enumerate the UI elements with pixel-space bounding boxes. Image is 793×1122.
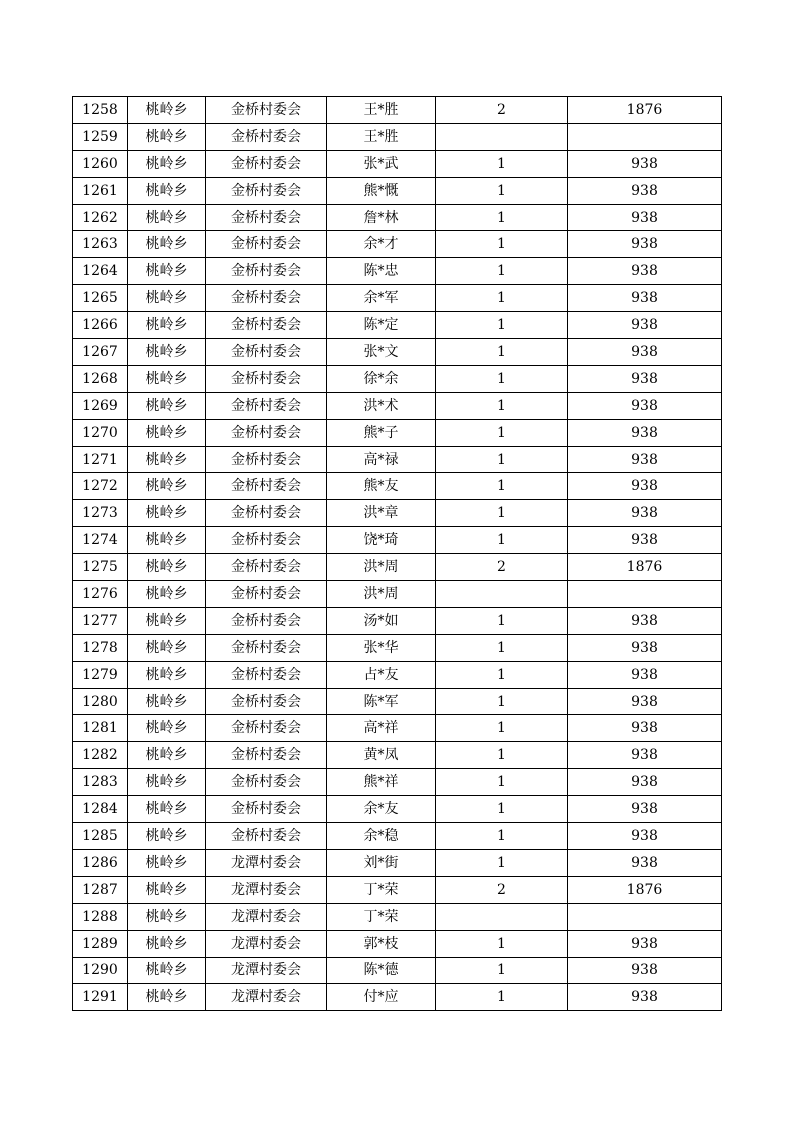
cell-township: 桃岭乡	[128, 285, 206, 312]
cell-count	[436, 903, 568, 930]
cell-count: 1	[436, 204, 568, 231]
cell-township: 桃岭乡	[128, 984, 206, 1011]
cell-amount: 938	[568, 527, 722, 554]
cell-village-committee: 金桥村委会	[206, 231, 327, 258]
table-row	[73, 715, 722, 742]
cell-serial-number: 1271	[73, 446, 128, 473]
cell-township: 桃岭乡	[128, 500, 206, 527]
cell-amount	[568, 903, 722, 930]
cell-count: 1	[436, 742, 568, 769]
cell-count	[436, 581, 568, 608]
cell-village-committee: 金桥村委会	[206, 715, 327, 742]
cell-serial-number: 1288	[73, 903, 128, 930]
cell-amount: 1876	[568, 876, 722, 903]
cell-person-name: 陈*忠	[327, 258, 436, 285]
cell-township: 桃岭乡	[128, 688, 206, 715]
cell-person-name: 余*稳	[327, 823, 436, 850]
cell-township: 桃岭乡	[128, 849, 206, 876]
cell-village-committee: 金桥村委会	[206, 473, 327, 500]
cell-count: 2	[436, 876, 568, 903]
cell-village-committee: 金桥村委会	[206, 527, 327, 554]
cell-count: 1	[436, 634, 568, 661]
cell-person-name: 余*才	[327, 231, 436, 258]
cell-person-name: 付*应	[327, 984, 436, 1011]
cell-count: 1	[436, 258, 568, 285]
cell-village-committee: 金桥村委会	[206, 365, 327, 392]
cell-township: 桃岭乡	[128, 365, 206, 392]
cell-count: 1	[436, 365, 568, 392]
table-row	[73, 607, 722, 634]
cell-village-committee: 金桥村委会	[206, 742, 327, 769]
cell-township: 桃岭乡	[128, 204, 206, 231]
cell-township: 桃岭乡	[128, 473, 206, 500]
cell-amount: 938	[568, 312, 722, 339]
cell-person-name: 郭*枝	[327, 930, 436, 957]
table-row	[73, 500, 722, 527]
cell-serial-number: 1281	[73, 715, 128, 742]
cell-village-committee: 金桥村委会	[206, 607, 327, 634]
table-row	[73, 581, 722, 608]
table-row	[73, 150, 722, 177]
cell-amount: 938	[568, 984, 722, 1011]
cell-township: 桃岭乡	[128, 97, 206, 124]
cell-count: 1	[436, 473, 568, 500]
cell-person-name: 丁*荣	[327, 903, 436, 930]
cell-township: 桃岭乡	[128, 419, 206, 446]
cell-person-name: 王*胜	[327, 123, 436, 150]
cell-amount: 938	[568, 339, 722, 366]
cell-count: 1	[436, 849, 568, 876]
cell-person-name: 徐*余	[327, 365, 436, 392]
cell-township: 桃岭乡	[128, 876, 206, 903]
cell-village-committee: 金桥村委会	[206, 661, 327, 688]
cell-person-name: 黄*凤	[327, 742, 436, 769]
cell-village-committee: 金桥村委会	[206, 312, 327, 339]
cell-village-committee: 金桥村委会	[206, 688, 327, 715]
cell-person-name: 余*友	[327, 796, 436, 823]
cell-person-name: 陈*定	[327, 312, 436, 339]
table-row	[73, 419, 722, 446]
cell-amount: 938	[568, 688, 722, 715]
cell-person-name: 陈*德	[327, 957, 436, 984]
cell-count: 1	[436, 285, 568, 312]
table-row	[73, 984, 722, 1011]
cell-serial-number: 1269	[73, 392, 128, 419]
cell-village-committee: 金桥村委会	[206, 796, 327, 823]
cell-count	[436, 123, 568, 150]
table-row	[73, 554, 722, 581]
cell-township: 桃岭乡	[128, 957, 206, 984]
cell-amount	[568, 581, 722, 608]
table-row	[73, 231, 722, 258]
cell-village-committee: 金桥村委会	[206, 823, 327, 850]
cell-village-committee: 金桥村委会	[206, 258, 327, 285]
table-row	[73, 392, 722, 419]
cell-township: 桃岭乡	[128, 339, 206, 366]
cell-amount: 938	[568, 769, 722, 796]
cell-serial-number: 1266	[73, 312, 128, 339]
cell-village-committee: 金桥村委会	[206, 392, 327, 419]
cell-amount: 1876	[568, 554, 722, 581]
table-row	[73, 312, 722, 339]
cell-township: 桃岭乡	[128, 392, 206, 419]
table-row	[73, 177, 722, 204]
cell-count: 1	[436, 769, 568, 796]
cell-person-name: 詹*林	[327, 204, 436, 231]
cell-amount: 1876	[568, 97, 722, 124]
cell-person-name: 余*军	[327, 285, 436, 312]
cell-serial-number: 1282	[73, 742, 128, 769]
cell-person-name: 熊*子	[327, 419, 436, 446]
cell-village-committee: 金桥村委会	[206, 446, 327, 473]
cell-township: 桃岭乡	[128, 312, 206, 339]
cell-count: 1	[436, 796, 568, 823]
cell-person-name: 张*华	[327, 634, 436, 661]
cell-serial-number: 1290	[73, 957, 128, 984]
cell-village-committee: 金桥村委会	[206, 419, 327, 446]
cell-count: 1	[436, 984, 568, 1011]
cell-serial-number: 1270	[73, 419, 128, 446]
table-body	[73, 97, 722, 1011]
cell-amount: 938	[568, 634, 722, 661]
cell-person-name: 丁*荣	[327, 876, 436, 903]
cell-village-committee: 金桥村委会	[206, 769, 327, 796]
cell-person-name: 洪*周	[327, 581, 436, 608]
cell-serial-number: 1260	[73, 150, 128, 177]
table-row	[73, 876, 722, 903]
cell-person-name: 陈*军	[327, 688, 436, 715]
cell-count: 1	[436, 231, 568, 258]
cell-township: 桃岭乡	[128, 527, 206, 554]
cell-village-committee: 金桥村委会	[206, 177, 327, 204]
cell-village-committee: 龙潭村委会	[206, 849, 327, 876]
cell-serial-number: 1274	[73, 527, 128, 554]
cell-township: 桃岭乡	[128, 715, 206, 742]
cell-amount: 938	[568, 849, 722, 876]
cell-count: 1	[436, 957, 568, 984]
table-row	[73, 446, 722, 473]
cell-person-name: 高*祥	[327, 715, 436, 742]
cell-village-committee: 龙潭村委会	[206, 930, 327, 957]
cell-township: 桃岭乡	[128, 446, 206, 473]
cell-count: 1	[436, 823, 568, 850]
cell-serial-number: 1277	[73, 607, 128, 634]
cell-person-name: 饶*琦	[327, 527, 436, 554]
cell-serial-number: 1267	[73, 339, 128, 366]
cell-person-name: 高*禄	[327, 446, 436, 473]
cell-person-name: 占*友	[327, 661, 436, 688]
cell-amount: 938	[568, 473, 722, 500]
table-row	[73, 661, 722, 688]
cell-person-name: 王*胜	[327, 97, 436, 124]
table-row	[73, 204, 722, 231]
cell-serial-number: 1258	[73, 97, 128, 124]
cell-amount: 938	[568, 957, 722, 984]
cell-amount: 938	[568, 419, 722, 446]
cell-serial-number: 1259	[73, 123, 128, 150]
data-table	[72, 96, 722, 1011]
cell-amount: 938	[568, 742, 722, 769]
cell-person-name: 洪*术	[327, 392, 436, 419]
table-row	[73, 258, 722, 285]
cell-township: 桃岭乡	[128, 661, 206, 688]
cell-serial-number: 1278	[73, 634, 128, 661]
table-row	[73, 769, 722, 796]
cell-village-committee: 金桥村委会	[206, 150, 327, 177]
cell-amount: 938	[568, 661, 722, 688]
cell-serial-number: 1291	[73, 984, 128, 1011]
cell-count: 1	[436, 661, 568, 688]
cell-person-name: 熊*慨	[327, 177, 436, 204]
cell-amount: 938	[568, 823, 722, 850]
table-row	[73, 285, 722, 312]
cell-count: 1	[436, 392, 568, 419]
cell-township: 桃岭乡	[128, 796, 206, 823]
cell-count: 1	[436, 527, 568, 554]
cell-serial-number: 1265	[73, 285, 128, 312]
table-row	[73, 957, 722, 984]
table-row	[73, 849, 722, 876]
cell-serial-number: 1275	[73, 554, 128, 581]
cell-township: 桃岭乡	[128, 769, 206, 796]
cell-village-committee: 龙潭村委会	[206, 984, 327, 1011]
cell-count: 1	[436, 446, 568, 473]
cell-township: 桃岭乡	[128, 607, 206, 634]
cell-village-committee: 金桥村委会	[206, 123, 327, 150]
table-row	[73, 123, 722, 150]
cell-serial-number: 1279	[73, 661, 128, 688]
table-row	[73, 823, 722, 850]
cell-village-committee: 金桥村委会	[206, 500, 327, 527]
cell-township: 桃岭乡	[128, 177, 206, 204]
cell-count: 1	[436, 930, 568, 957]
table-row	[73, 473, 722, 500]
cell-township: 桃岭乡	[128, 581, 206, 608]
cell-person-name: 熊*祥	[327, 769, 436, 796]
cell-amount: 938	[568, 150, 722, 177]
cell-amount: 938	[568, 365, 722, 392]
cell-township: 桃岭乡	[128, 930, 206, 957]
cell-count: 1	[436, 688, 568, 715]
table-row	[73, 365, 722, 392]
cell-count: 1	[436, 500, 568, 527]
cell-township: 桃岭乡	[128, 823, 206, 850]
cell-serial-number: 1289	[73, 930, 128, 957]
cell-serial-number: 1268	[73, 365, 128, 392]
cell-person-name: 刘*街	[327, 849, 436, 876]
cell-village-committee: 龙潭村委会	[206, 876, 327, 903]
cell-village-committee: 金桥村委会	[206, 554, 327, 581]
cell-person-name: 洪*周	[327, 554, 436, 581]
cell-amount: 938	[568, 796, 722, 823]
cell-person-name: 张*文	[327, 339, 436, 366]
cell-serial-number: 1286	[73, 849, 128, 876]
cell-serial-number: 1273	[73, 500, 128, 527]
cell-serial-number: 1276	[73, 581, 128, 608]
cell-amount: 938	[568, 177, 722, 204]
cell-amount: 938	[568, 607, 722, 634]
cell-serial-number: 1280	[73, 688, 128, 715]
cell-village-committee: 金桥村委会	[206, 581, 327, 608]
cell-village-committee: 龙潭村委会	[206, 957, 327, 984]
cell-township: 桃岭乡	[128, 258, 206, 285]
cell-person-name: 张*武	[327, 150, 436, 177]
cell-count: 1	[436, 715, 568, 742]
cell-township: 桃岭乡	[128, 742, 206, 769]
cell-person-name: 熊*友	[327, 473, 436, 500]
cell-township: 桃岭乡	[128, 634, 206, 661]
cell-person-name: 汤*如	[327, 607, 436, 634]
cell-serial-number: 1283	[73, 769, 128, 796]
cell-amount: 938	[568, 285, 722, 312]
cell-count: 1	[436, 339, 568, 366]
table-row	[73, 97, 722, 124]
cell-person-name: 洪*章	[327, 500, 436, 527]
cell-serial-number: 1287	[73, 876, 128, 903]
table-row	[73, 527, 722, 554]
cell-township: 桃岭乡	[128, 231, 206, 258]
cell-amount	[568, 123, 722, 150]
cell-amount: 938	[568, 204, 722, 231]
cell-township: 桃岭乡	[128, 123, 206, 150]
table-row	[73, 339, 722, 366]
cell-village-committee: 龙潭村委会	[206, 903, 327, 930]
cell-serial-number: 1262	[73, 204, 128, 231]
cell-village-committee: 金桥村委会	[206, 204, 327, 231]
cell-serial-number: 1264	[73, 258, 128, 285]
cell-village-committee: 金桥村委会	[206, 339, 327, 366]
cell-serial-number: 1284	[73, 796, 128, 823]
table-row	[73, 742, 722, 769]
cell-count: 2	[436, 97, 568, 124]
cell-township: 桃岭乡	[128, 150, 206, 177]
cell-count: 1	[436, 312, 568, 339]
cell-village-committee: 金桥村委会	[206, 285, 327, 312]
cell-serial-number: 1285	[73, 823, 128, 850]
table-row	[73, 903, 722, 930]
cell-township: 桃岭乡	[128, 554, 206, 581]
cell-amount: 938	[568, 231, 722, 258]
cell-amount: 938	[568, 258, 722, 285]
cell-amount: 938	[568, 715, 722, 742]
cell-serial-number: 1272	[73, 473, 128, 500]
table-row	[73, 796, 722, 823]
cell-amount: 938	[568, 392, 722, 419]
cell-township: 桃岭乡	[128, 903, 206, 930]
cell-amount: 938	[568, 446, 722, 473]
cell-count: 1	[436, 419, 568, 446]
cell-village-committee: 金桥村委会	[206, 97, 327, 124]
cell-village-committee: 金桥村委会	[206, 634, 327, 661]
table-row	[73, 930, 722, 957]
cell-serial-number: 1261	[73, 177, 128, 204]
cell-amount: 938	[568, 500, 722, 527]
cell-amount: 938	[568, 930, 722, 957]
cell-count: 1	[436, 177, 568, 204]
cell-count: 2	[436, 554, 568, 581]
table-row	[73, 634, 722, 661]
cell-serial-number: 1263	[73, 231, 128, 258]
cell-count: 1	[436, 607, 568, 634]
table-row	[73, 688, 722, 715]
cell-count: 1	[436, 150, 568, 177]
